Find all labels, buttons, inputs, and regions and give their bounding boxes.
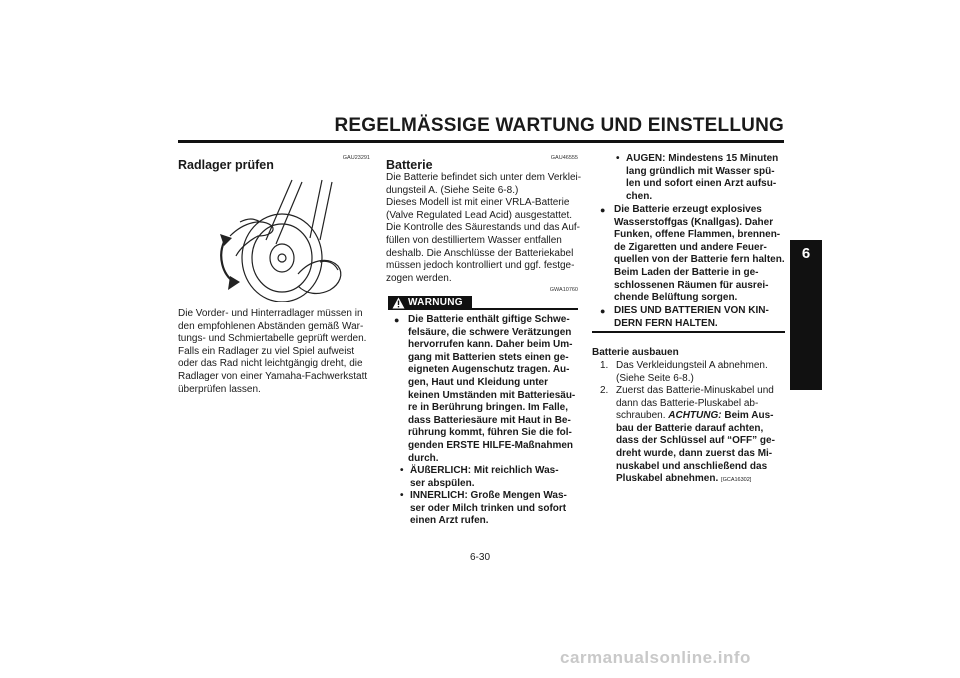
- text-line: Die Batterie enthält giftige Schwe-: [408, 314, 570, 325]
- wheel-bearings-text: [178, 308, 367, 396]
- text-line: de Zigaretten und andere Feuer-: [614, 241, 767, 253]
- text-line: rührung kommt, führen Sie die fol-: [408, 427, 572, 439]
- text-line: hervorrufen kann. Daher beim Um-: [408, 339, 573, 351]
- text-run: Beim Aus-: [721, 410, 774, 422]
- text-line: Das Verkleidungsteil A abnehmen.: [616, 360, 768, 371]
- text-line: re in Berührung bringen. Im Falle,: [408, 402, 569, 414]
- text-line: Falls ein Radlager zu viel Spiel aufweist: [178, 345, 355, 357]
- text-line: Radlager von einer Yamaha-Fachwerkstatt: [178, 370, 368, 382]
- bullet-icon: •: [400, 465, 404, 476]
- text-line: dungsteil A. (Siehe Seite 6-8.): [386, 184, 519, 196]
- text-line: oder das Rad nicht leichtgängig dreht, die: [178, 358, 363, 370]
- text-line: Die Kontrolle des Säurestands und das Auf-: [386, 222, 581, 234]
- text-line: durch.: [408, 452, 439, 464]
- warning-triangle-icon: [392, 297, 405, 309]
- text-line: Die Vorder- und Hinterradlager müssen in: [178, 308, 363, 319]
- section-heading-wheel-bearings: Radlager prüfen: [178, 158, 274, 172]
- text-line: AUGEN: Mindestens 15 Minuten: [626, 153, 779, 164]
- text-line: dass der Schlüssel auf “OFF” ge-: [616, 435, 775, 447]
- text-line: chende Belüftung sorgen.: [614, 292, 738, 304]
- warning-badge: [388, 296, 472, 310]
- bullet-icon: ●: [600, 205, 606, 215]
- step-number: 1.: [600, 360, 609, 371]
- step-number: 2.: [600, 385, 609, 396]
- text-line: INNERLICH: Große Mengen Was-: [410, 490, 567, 501]
- text-line: tungs- und Schmiertabelle geprüft werden.: [178, 333, 367, 345]
- bullet-icon: ●: [394, 315, 400, 325]
- chapter-tab[interactable]: [790, 240, 822, 390]
- title-rule: [178, 140, 784, 143]
- text-line: len und sofort einen Arzt aufsu-: [626, 178, 777, 190]
- text-line: dreht wurde, dann zuerst das Mi-: [616, 447, 773, 459]
- battery-text: [386, 172, 581, 285]
- text-line: nuskabel und anschließend das: [616, 460, 768, 472]
- subsection-heading-remove-battery: Batterie ausbauen: [592, 347, 679, 358]
- warning-code: GWA10760: [549, 287, 578, 293]
- text-line: keinen Umständen mit Batteriesäu-: [408, 389, 576, 401]
- text-line: felsäure, die schwere Verätzungen: [408, 326, 572, 338]
- text-line: ser oder Milch trinken und sofort: [410, 502, 567, 514]
- text-line: Dieses Modell ist mit einer VRLA-Batterie: [386, 197, 570, 209]
- text-line: quellen von der Batterie fern halten.: [614, 254, 785, 266]
- text-line: (Valve Regulated Lead Acid) ausgestattet.: [386, 209, 573, 221]
- text-line: lang gründlich mit Wasser spü-: [626, 165, 775, 177]
- text-line: den empfohlenen Abständen gemäß War-: [178, 320, 364, 332]
- text-line: gang mit Batterien stets einen ge-: [408, 351, 569, 363]
- text-line: Wasserstoffgas (Knallgas). Daher: [614, 216, 774, 228]
- text-line: müssen jedoch kontrolliert und ggf. festge-: [386, 260, 575, 272]
- text-line: genden ERSTE HILFE-Maßnahmen: [408, 439, 574, 451]
- text-run: Pluskabel abnehmen.: [616, 473, 719, 485]
- wheel-bearing-illustration: [210, 178, 352, 302]
- caution-label: ACHTUNG:: [668, 410, 722, 422]
- section-heading-battery: Batterie: [386, 158, 433, 172]
- text-line: überprüfen lassen.: [178, 383, 261, 395]
- text-line: chen.: [626, 190, 653, 202]
- text-line: gen, Haut und Kleidung unter: [408, 376, 548, 388]
- bullet-icon: •: [616, 153, 620, 164]
- text-line: füllen von destilliertem Wasser entfallen: [386, 234, 562, 246]
- text-line: Funken, offene Flammen, brennen-: [614, 229, 781, 241]
- text-line: dass Batteriesäure mit Haut in Be-: [408, 414, 571, 426]
- text-line: eigneten Augenschutz tragen. Au-: [408, 364, 570, 376]
- text-line: Die Batterie erzeugt explosives: [614, 204, 762, 215]
- text-line: zogen werden.: [386, 272, 452, 284]
- warning-rule: [472, 308, 578, 310]
- caution-code: [GCA16302]: [721, 477, 752, 484]
- text-line: Zuerst das Batterie-Minuskabel und: [616, 385, 774, 396]
- section-code: GAU23291: [342, 155, 370, 161]
- text-line: (Siehe Seite 6-8.): [616, 372, 694, 384]
- warning-label: WARNUNG: [408, 297, 463, 308]
- bullet-icon: •: [400, 490, 404, 501]
- text-line: Beim Laden der Batterie in ge-: [614, 266, 759, 278]
- text-line: [616, 410, 775, 423]
- text-line: [616, 473, 775, 487]
- text-line: deshalb. Die Anschlüsse der Batteriekabel: [386, 247, 574, 259]
- page-title: REGELMÄSSIGE WARTUNG UND EINSTELLUNG: [334, 115, 784, 136]
- page-number: 6-30: [469, 552, 490, 563]
- text-line: ser abspülen.: [410, 477, 475, 489]
- chapter-number: 6: [801, 245, 811, 262]
- text-line: einen Arzt rufen.: [410, 515, 489, 527]
- text-line: bau der Batterie darauf achten,: [616, 422, 764, 434]
- section-code: GAU46555: [550, 155, 578, 161]
- text-line: ÄUßERLICH: Mit reichlich Was-: [410, 465, 559, 476]
- warning-end-rule: [592, 331, 785, 333]
- bullet-icon: ●: [600, 306, 606, 316]
- text-line: schlossenen Räumen für ausrei-: [614, 279, 769, 291]
- text-line: dann das Batterie-Pluskabel ab-: [616, 397, 759, 409]
- watermark: carmanualsonline.info: [560, 648, 751, 667]
- text-line: DIES UND BATTERIEN VON KIN-: [614, 305, 769, 316]
- text-line: DERN FERN HALTEN.: [614, 317, 718, 329]
- text-line: Die Batterie befindet sich unter dem Verklei-: [386, 172, 582, 183]
- text-run: schrauben.: [616, 410, 669, 422]
